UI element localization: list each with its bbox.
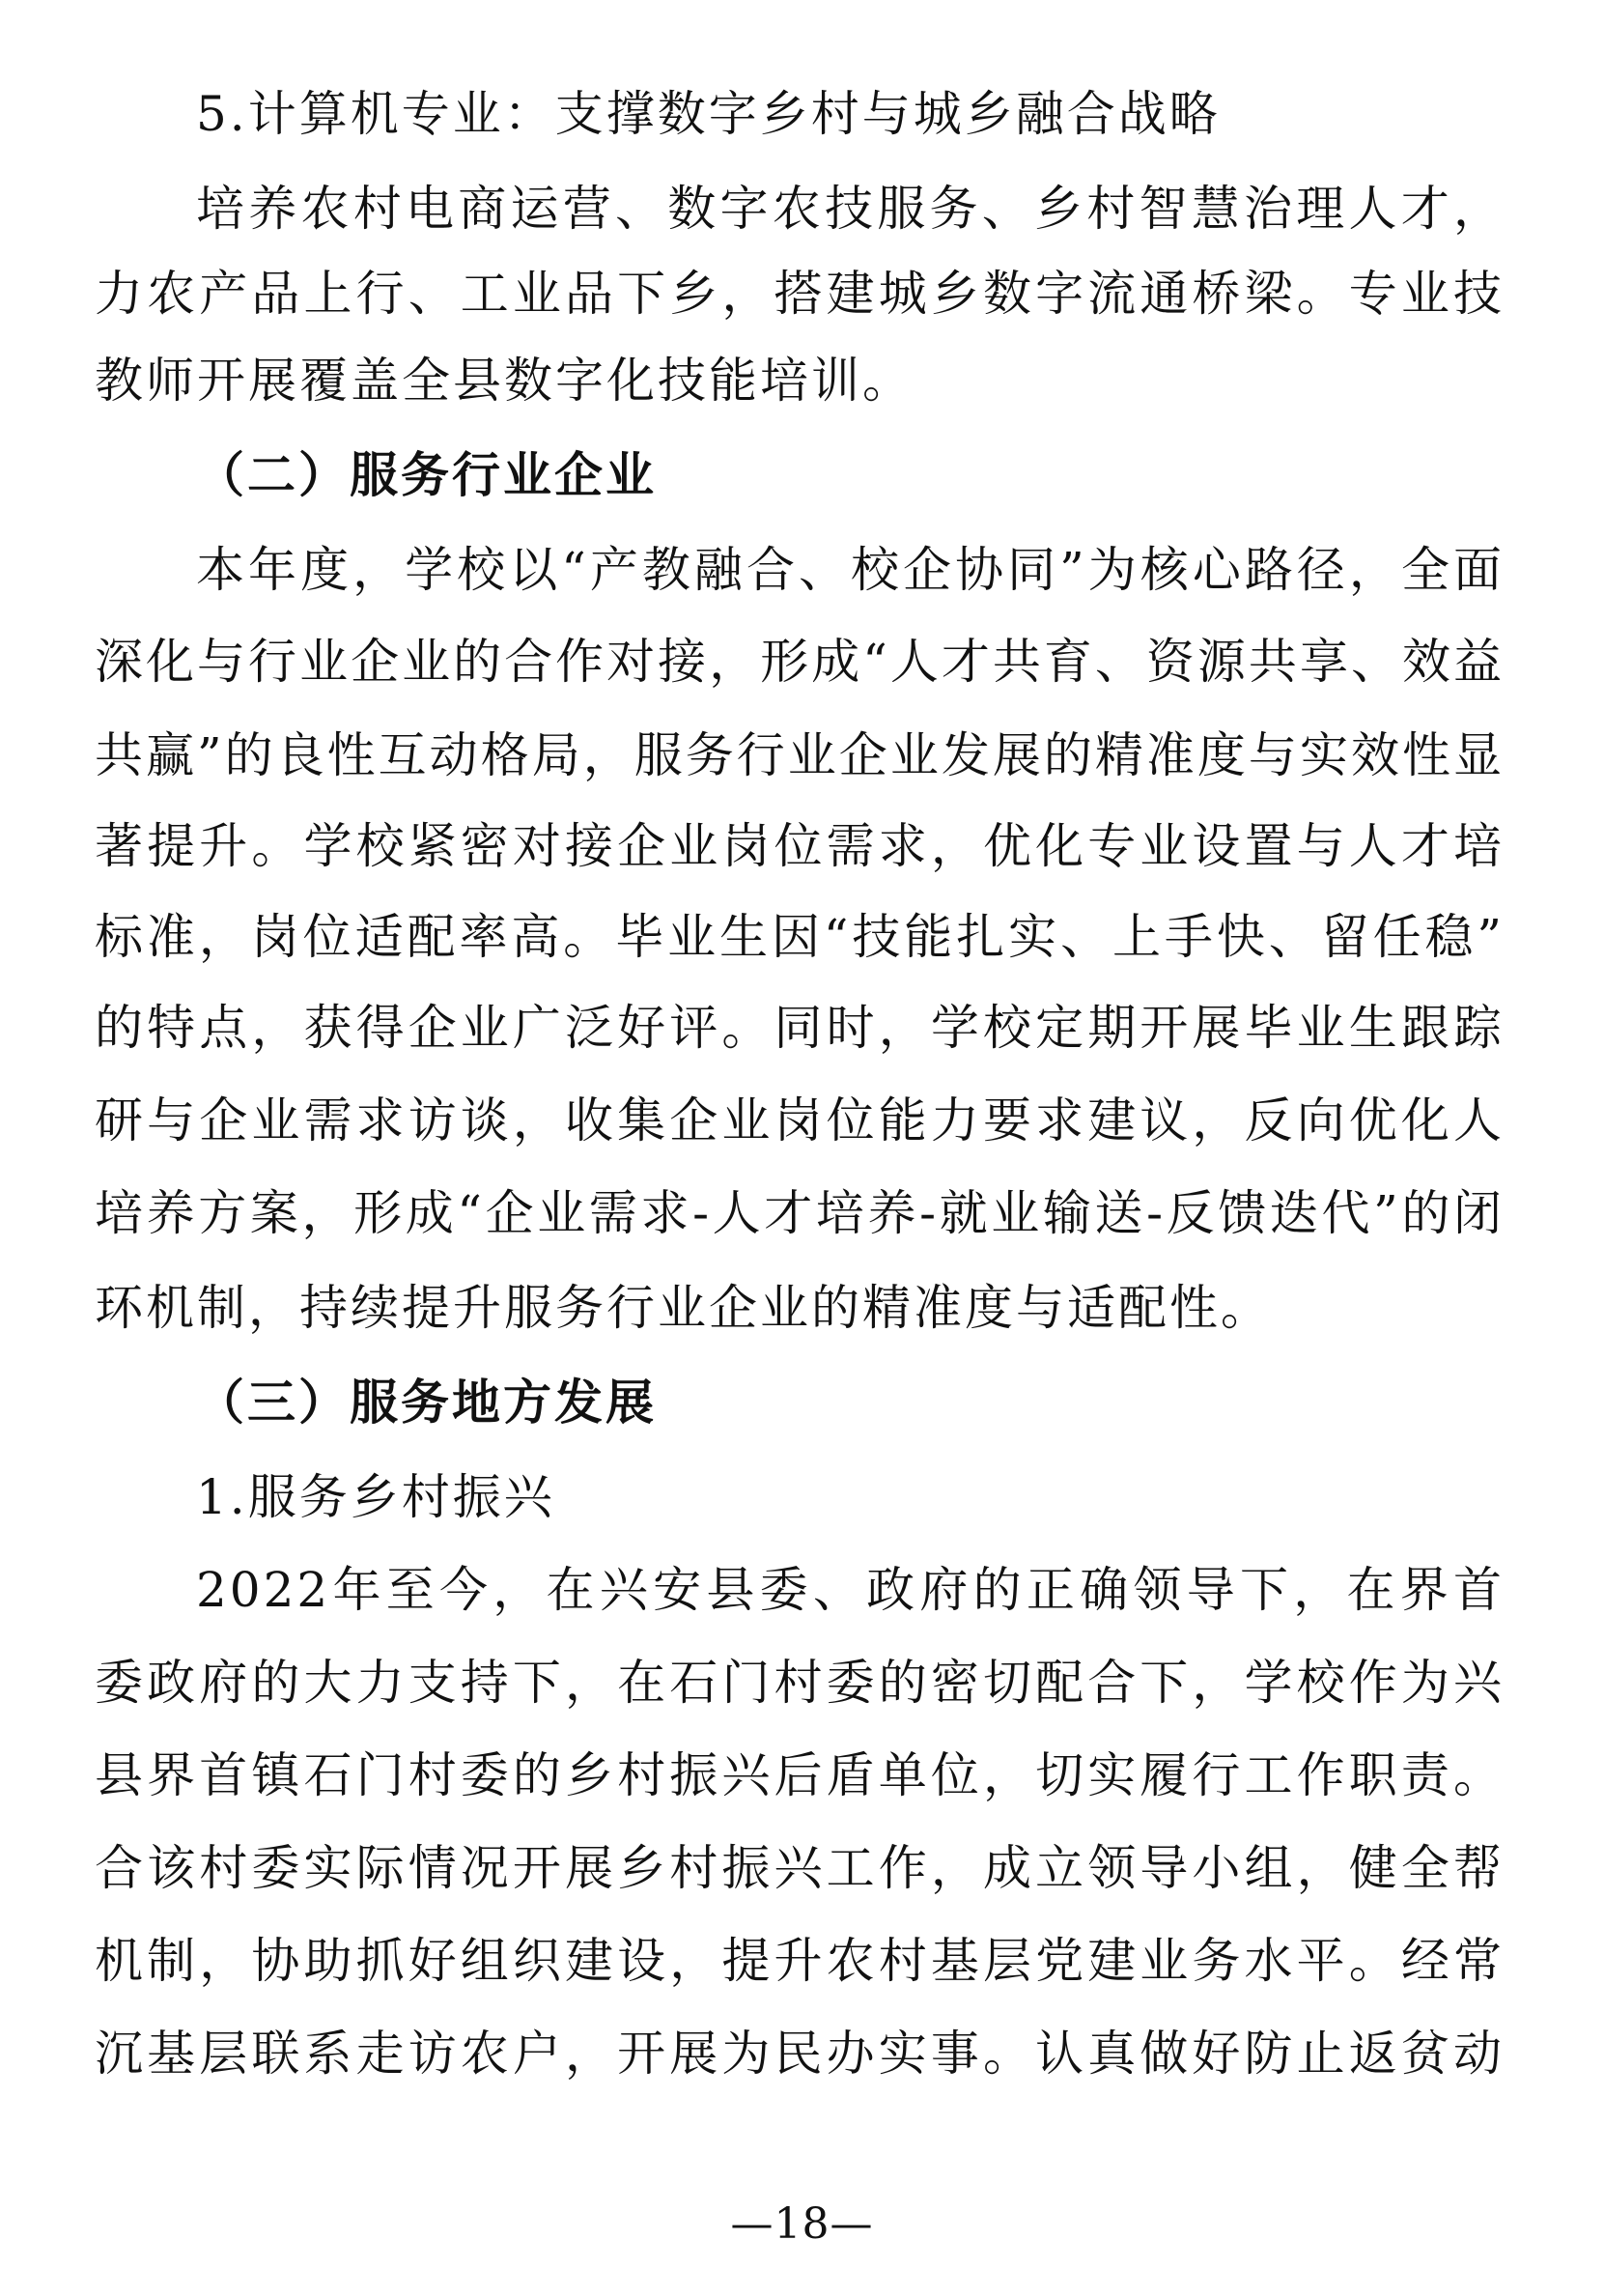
page-number: —18— (730, 2199, 874, 2249)
section-heading-serve-industry: （二）服务行业企业 (196, 446, 657, 503)
paragraph-line: 深化与行业企业的合作对接，形成“人才共育、资源共享、效益 (95, 634, 1505, 690)
paragraph-line: 力农产品上行、工业品下乡，搭建城乡数字流通桥梁。专业技 (95, 266, 1505, 322)
paragraph-line: 合该村委实际情况开展乡村振兴工作，成立领导小组，健全帮 (95, 1840, 1505, 1896)
paragraph-line: 培养方案，形成“企业需求-人才培养-就业输送-反馈迭代”的闭 (95, 1185, 1505, 1241)
paragraph-line: 2022年至今，在兴安县委、政府的正确领导下，在界首 (196, 1562, 1505, 1618)
paragraph-line: 环机制，持续提升服务行业企业的精准度与适配性。 (95, 1280, 1272, 1336)
paragraph-line: 县界首镇石门村委的乡村振兴后盾单位，切实履行工作职责。 (95, 1747, 1505, 1803)
paragraph-line: 机制，协助抓好组织建设，提升农村基层党建业务水平。经常 (95, 1933, 1505, 1989)
section-heading-serve-local-development: （三）服务地方发展 (196, 1374, 657, 1431)
paragraph-line: 著提升。学校紧密对接企业岗位需求，优化专业设置与人才培 (95, 818, 1505, 874)
section-subheading-rural-revitalization: 1.服务乡村振兴 (196, 1469, 555, 1525)
paragraph-line: 的特点，获得企业广泛好评。同时，学校定期开展毕业生跟踪 (95, 1000, 1505, 1056)
paragraph-line: 沉基层联系走访农户，开展为民办实事。认真做好防止返贫动 (95, 2026, 1505, 2082)
paragraph-line: 标准，岗位适配率高。毕业生因“技能扎实、上手快、留任稳” (95, 909, 1505, 965)
paragraph-line: 培养农村电商运营、数字农技服务、乡村智慧治理人才， (196, 181, 1505, 237)
section-subheading-computer-major: 5.计算机专业：支撑数字乡村与城乡融合战略 (196, 86, 1221, 142)
paragraph-line: 委政府的大力支持下，在石门村委的密切配合下，学校作为兴 (95, 1655, 1505, 1711)
paragraph-line: 教师开展覆盖全县数字化技能培训。 (95, 353, 914, 409)
paragraph-line: 共赢”的良性互动格局，服务行业企业发展的精准度与实效性显 (95, 727, 1505, 783)
paragraph-line: 本年度，学校以“产教融合、校企协同”为核心路径，全面 (196, 542, 1505, 598)
paragraph-line: 研与企业需求访谈，收集企业岗位能力要求建议，反向优化人 (95, 1092, 1505, 1148)
